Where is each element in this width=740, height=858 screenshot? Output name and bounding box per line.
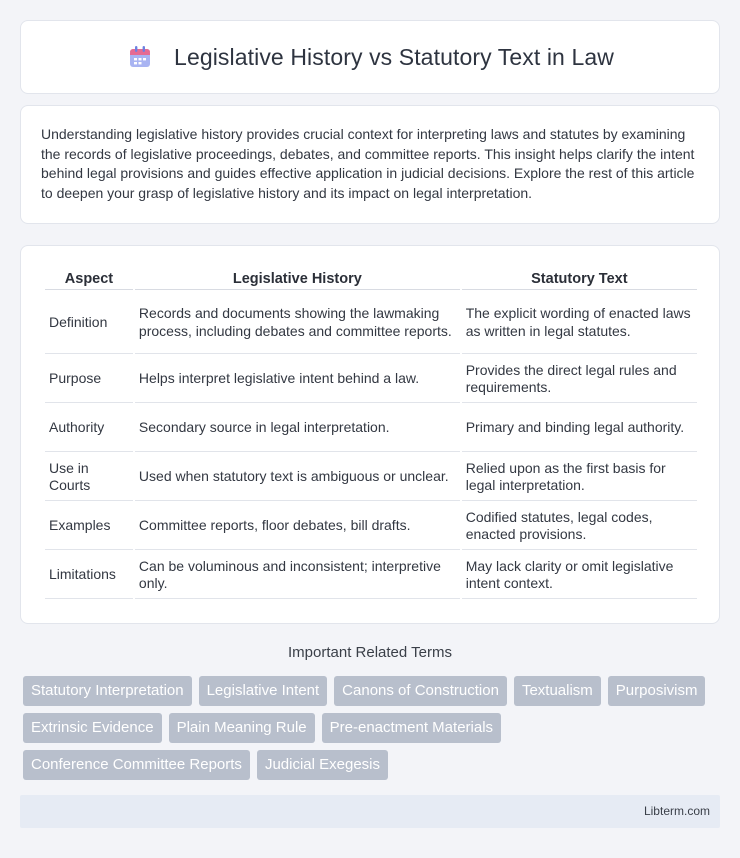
cell-aspect: Examples — [45, 503, 133, 550]
related-terms-list — [23, 676, 723, 780]
cell-statutory: Primary and binding legal authority. — [462, 405, 697, 452]
tag-conference-committee-reports[interactable]: Conference Committee Reports — [23, 750, 250, 780]
table-row — [45, 292, 697, 354]
tag-textualism[interactable]: Textualism — [514, 676, 601, 706]
table-row — [45, 356, 697, 403]
cell-aspect: Purpose — [45, 356, 133, 403]
comparison-table — [43, 266, 699, 601]
cell-statutory: May lack clarity or omit legislative intent context. — [462, 552, 697, 599]
cell-history: Committee reports, floor debates, bill drafts. — [135, 503, 460, 550]
footer — [20, 795, 720, 828]
comparison-table-card — [20, 245, 720, 624]
tag-extrinsic-evidence[interactable]: Extrinsic Evidence — [23, 713, 162, 743]
table-row — [45, 454, 697, 501]
cell-history: Used when statutory text is ambiguous or unclear. — [135, 454, 460, 501]
cell-history: Secondary source in legal interpretation. — [135, 405, 460, 452]
page-header — [20, 20, 720, 94]
cell-history: Can be voluminous and inconsistent; interpretive only. — [135, 552, 460, 599]
tag-canons-of-construction[interactable]: Canons of Construction — [334, 676, 507, 706]
cell-history: Records and documents showing the lawmaking process, including debates and committee reports. — [135, 292, 460, 354]
cell-statutory: Provides the direct legal rules and requirements. — [462, 356, 697, 403]
table-row — [45, 503, 697, 550]
table-row — [45, 552, 697, 599]
tag-statutory-interpretation[interactable]: Statutory Interpretation — [23, 676, 192, 706]
related-terms-title: Important Related Terms — [288, 644, 452, 661]
tag-plain-meaning-rule[interactable]: Plain Meaning Rule — [169, 713, 315, 743]
cell-statutory: Codified statutes, legal codes, enacted provisions. — [462, 503, 697, 550]
tag-purposivism[interactable]: Purposivism — [608, 676, 706, 706]
calendar-icon — [126, 43, 154, 71]
cell-aspect: Authority — [45, 405, 133, 452]
tag-judicial-exegesis[interactable]: Judicial Exegesis — [257, 750, 388, 780]
cell-aspect: Definition — [45, 292, 133, 354]
footer-brand[interactable]: Libterm.com — [643, 804, 710, 818]
header-legislative-history: Legislative History — [135, 268, 460, 290]
tag-pre-enactment-materials[interactable]: Pre-enactment Materials — [322, 713, 501, 743]
page-title: Legislative History vs Statutory Text in Law — [174, 43, 614, 70]
header-statutory-text: Statutory Text — [462, 268, 697, 290]
cell-history: Helps interpret legislative intent behind a law. — [135, 356, 460, 403]
cell-statutory: Relied upon as the first basis for legal interpretation. — [462, 454, 697, 501]
cell-aspect: Limitations — [45, 552, 133, 599]
header-aspect: Aspect — [45, 268, 133, 290]
cell-statutory: The explicit wording of enacted laws as written in legal statutes. — [462, 292, 697, 354]
intro-text: Understanding legislative history provides crucial context for interpreting laws and statutes by examining the records of legislative proceedings, debates, and committee reports. This insight helps clarify the intent behind legal provisions and guides effective application in judicial decisions. Explore the rest of this article to deepen your grasp of legislative history and its impact on legal interpretation. — [41, 126, 695, 201]
intro-card — [20, 105, 720, 224]
cell-aspect: Use in Courts — [45, 454, 133, 501]
tag-legislative-intent[interactable]: Legislative Intent — [199, 676, 328, 706]
table-row — [45, 405, 697, 452]
table-header-row — [45, 268, 697, 290]
